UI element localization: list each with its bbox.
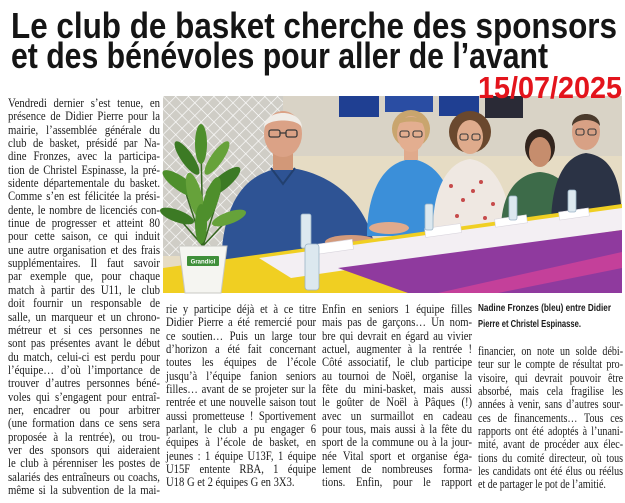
pot-label-text: Grandiol	[190, 259, 216, 266]
text-line: visoire, qui devrait pouvoir être	[478, 370, 624, 385]
text-line: supplémentaires. Il faut savoir	[8, 256, 161, 271]
text-line: Côté associatif, le club participe	[322, 355, 473, 370]
text-line: filles… avant de se projeter sur la	[166, 382, 317, 397]
article-column-2-text	[166, 303, 316, 490]
text-line: dente, le nombre de licenciés con-	[8, 202, 161, 217]
text-line: équipes à l’école de basket, en	[166, 435, 317, 450]
text-line: ce soutien… Puis un large tour	[166, 328, 317, 343]
text-line: l’équipe… d’où l’importance de	[8, 362, 161, 377]
text-line: mais pas de garçons… Un nom-	[322, 315, 473, 330]
text-line: mairie, l’assemblée générale du	[8, 122, 161, 137]
article-column-2	[166, 303, 316, 491]
article-column-1	[8, 97, 160, 499]
text-line: au tournoi de Noël, organise la	[322, 368, 473, 383]
text-line: Comme s’en est félicitée la prési-	[8, 189, 161, 204]
text-line: rentrée et une nouvelle saison tout	[166, 395, 317, 410]
text-line: années à venir, sans d’autres sour-	[478, 397, 624, 412]
text-line: ces de financements… Tous ces	[478, 410, 624, 425]
text-line: sont pas présentes avant le début	[8, 336, 161, 351]
text-line: match à partir des U11, le club	[8, 282, 161, 297]
article-column-4	[478, 345, 623, 493]
text-line: salariés des entraîneurs ou coachs,	[8, 469, 161, 484]
date-stamp-text: 15/07/2025	[478, 70, 622, 105]
text-line: voles qui s’engagent pour entraî-	[8, 389, 161, 404]
text-line: tions. Enfin, pour le rapport	[322, 475, 473, 490]
headline-line-2: et des bénévoles pour aller de l’avant	[11, 35, 549, 76]
flower-pot	[179, 246, 227, 293]
article-photo	[163, 96, 622, 293]
headline-line-1: Le club de basket cherche des sponsors	[11, 5, 617, 46]
text-line: sidente départementale du basket.	[8, 176, 161, 191]
text-line: et de partager le pot de l’amitié.	[478, 477, 606, 492]
text-line: parlant, le club a pu engager 6	[166, 422, 317, 437]
text-line: U15F entente RBA, 1 équipe	[166, 462, 317, 477]
text-line: par exemple que, pour chaque	[8, 269, 161, 284]
text-line: jeunes : 1 équipe U13F, 1 équipe	[166, 448, 317, 463]
text-line: Enfin en seniors 1 équipe filles	[322, 302, 473, 316]
text-line: financier, on note un solde débi-	[478, 344, 624, 358]
text-line: le goûter de Noël à Pâques (!)	[322, 395, 473, 410]
text-line: jusqu’à l’équipe fanion seniors	[166, 368, 317, 383]
text-line: née Vital sport et organise éga-	[322, 448, 473, 463]
text-line: absorbé, mais cela fragilise les	[478, 384, 624, 399]
text-line: Didier Pierre a été remercié pour	[166, 315, 317, 330]
text-line: même si la subvention de la mai-	[8, 482, 161, 497]
text-line: pour cette saison, ce qui induit	[8, 229, 161, 244]
headline	[6, 4, 623, 76]
text-line: trouver d’autres personnes béné-	[8, 376, 161, 391]
text-line: présence de Didier Pierre pour la	[8, 109, 161, 124]
photo-caption	[478, 299, 624, 331]
text-line: pour tous, mais aussi à la fête du	[322, 422, 473, 437]
photo-caption-line-1: Nadine Fronzes (bleu) entre Didier	[478, 303, 612, 314]
text-line: ver des sponsors qui aideraient	[8, 442, 161, 457]
text-line: U18 G et 2 équipes G en 3X3.	[166, 475, 295, 490]
text-line: tinue de progresser et atteint 80	[8, 216, 161, 231]
text-line: lement de nombreuses forma-	[322, 462, 473, 477]
text-line: (une formation dans ce sens sera	[8, 416, 161, 431]
article-column-3-text	[322, 303, 472, 490]
text-line: bre qui devrait en égard au vivier	[322, 328, 473, 343]
text-line: doit fournir un responsable de	[8, 296, 161, 311]
text-line: dine Fronzes, avec la participa-	[8, 149, 161, 164]
text-line: ner, encadrer ou pour arbitrer	[8, 402, 161, 417]
text-line: teur sur le compte de résultat pro-	[478, 357, 624, 372]
text-line: aussi prometteuse ! Sportivement	[166, 408, 317, 423]
text-line: d’horizon a été fait concernant	[166, 342, 317, 357]
text-line: tions du comité directeur, où tous	[478, 450, 624, 465]
text-line: salle, un marqueur et un chrono-	[8, 309, 161, 324]
text-line: rapports ont été adoptés à l’unani-	[478, 424, 624, 439]
article-column-4-text	[478, 345, 623, 492]
text-line: actuel, augmenter à la rentrée !	[322, 342, 473, 357]
photo-caption-line-2: Pierre et Christel Espinasse.	[478, 319, 582, 330]
text-line: du match, celui-ci est perdu pour	[8, 349, 161, 364]
text-line: une autre organisation et des frais	[8, 242, 161, 257]
text-line: toutes les équipes de l’école	[166, 355, 317, 370]
text-line: sport de la commune ou à la jour-	[322, 435, 473, 450]
text-line: le club à pérenniser les postes de	[8, 456, 161, 471]
text-line: avec un surmaillot en cadeau	[322, 408, 473, 423]
text-line: métreur et si ces personnes ne	[8, 322, 161, 337]
text-line: les candidats ont été élus ou réélus	[478, 464, 624, 479]
article-column-3	[322, 303, 472, 491]
text-line: mité, avant de procéder aux élec-	[478, 437, 624, 452]
date-stamp	[477, 70, 624, 105]
text-line: proposée à la rentrée), ou trou-	[8, 429, 161, 444]
text-line: tion de Christel Espinasse, la pré-	[8, 162, 161, 177]
text-line: Vendredi dernier s’est tenue, en	[8, 96, 161, 110]
text-line: rie y participe déjà et à ce titre	[166, 302, 317, 316]
article-column-1-text	[8, 97, 160, 497]
text-line: club de basket, présidé par Na-	[8, 136, 161, 151]
text-line: fête du mini-basket, mais aussi	[322, 382, 473, 397]
